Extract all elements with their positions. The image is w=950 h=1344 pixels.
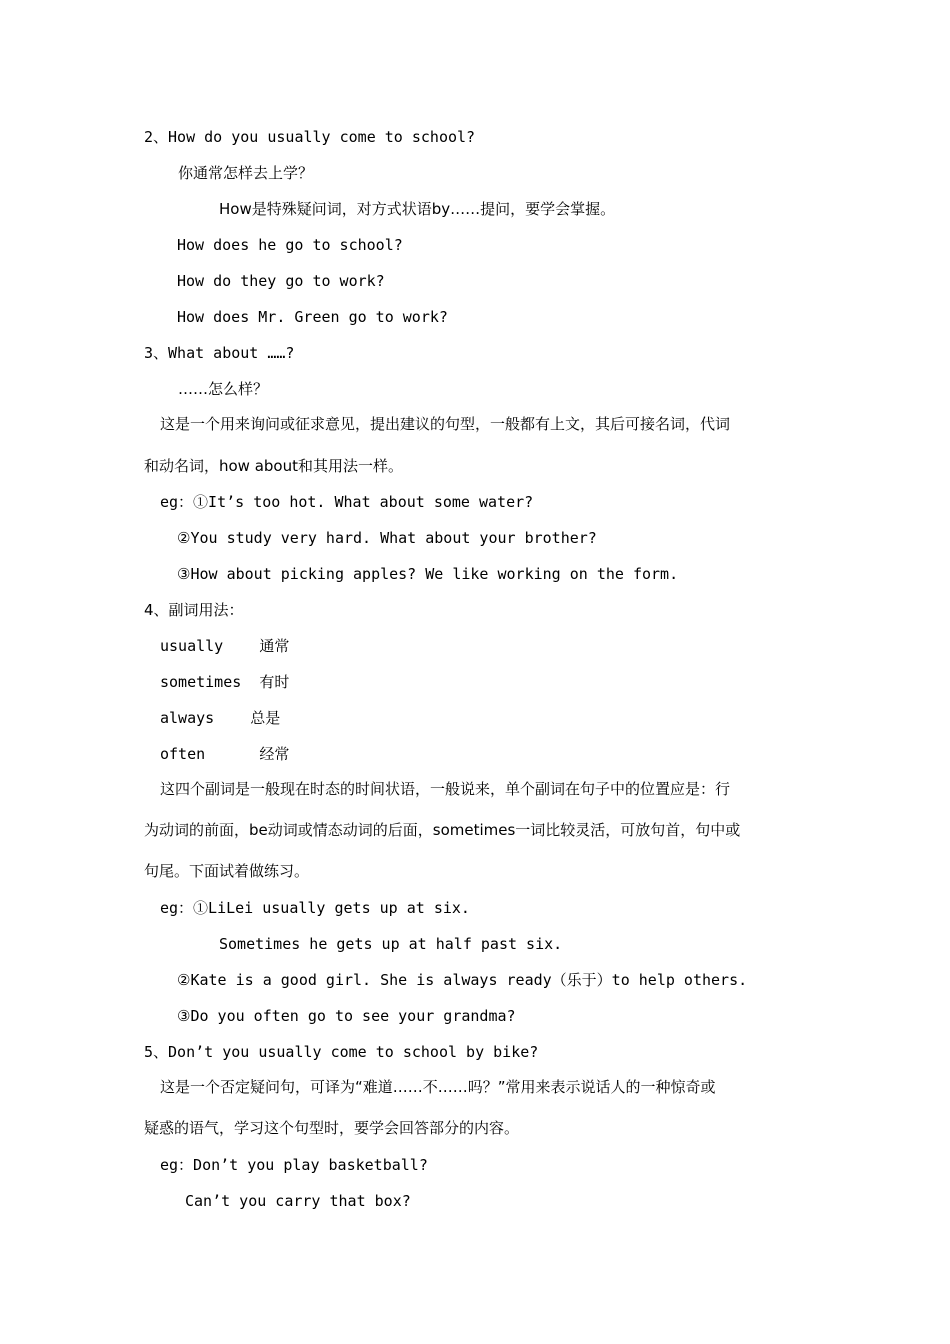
paragraph-line: 疑惑的语气，学习这个句型时，要学会回答部分的内容。 — [144, 1119, 520, 1137]
example-line: Sometimes he gets up at half past six. — [219, 935, 563, 953]
example-line: ③How about picking apples? We like working on the form. — [177, 565, 679, 583]
paragraph-line: 为动词的前面，be动词或情态动词的后面，sometimes一词比较灵活，可放句首，句中或 — [144, 821, 741, 839]
adverb-entry: often 经常 — [160, 745, 290, 763]
adverb-entry: sometimes 有时 — [160, 673, 290, 691]
example-line: eg：①LiLei usually gets up at six. — [160, 899, 470, 917]
example-line: Can’t you carry that box? — [185, 1192, 411, 1210]
paragraph-line: 和动名词，how about和其用法一样。 — [144, 457, 404, 475]
example-line: ②Kate is a good girl. She is always ready（乐于）to help others. — [177, 971, 748, 989]
section-4-heading: 4、副词用法： — [144, 601, 244, 619]
adverb-entry: always 总是 — [160, 709, 281, 727]
example-line: How do they go to work? — [177, 272, 385, 290]
example-line: eg：Don’t you play basketball? — [160, 1156, 428, 1174]
example-line: How does Mr. Green go to work? — [177, 308, 448, 326]
adverb-entry: usually 通常 — [160, 637, 290, 655]
example-line: How does he go to school? — [177, 236, 403, 254]
section-2-heading: 2、How do you usually come to school? — [144, 128, 476, 146]
explanation-line: How是特殊疑问词，对方式状语by……提问，要学会掌握。 — [219, 200, 616, 218]
paragraph-line: 这是一个否定疑问句，可译为“难道……不……吗？”常用来表示说话人的一种惊奇或 — [160, 1078, 716, 1096]
section-3-heading: 3、What about ……? — [144, 344, 295, 362]
translation-line: ……怎么样？ — [178, 380, 269, 398]
example-line: eg：①It’s too hot. What about some water? — [160, 493, 534, 511]
section-5-heading: 5、Don’t you usually come to school by bike? — [144, 1043, 539, 1061]
example-line: ②You study very hard. What about your brother? — [177, 529, 597, 547]
translation-line: 你通常怎样去上学？ — [178, 164, 314, 182]
example-line: ③Do you often go to see your grandma? — [177, 1007, 516, 1025]
paragraph-line: 这四个副词是一般现在时态的时间状语，一般说来，单个副词在句子中的位置应是：行 — [160, 780, 731, 798]
paragraph-line: 句尾。下面试着做练习。 — [144, 862, 310, 880]
paragraph-line: 这是一个用来询问或征求意见，提出建议的句型，一般都有上文，其后可接名词，代词 — [160, 415, 731, 433]
